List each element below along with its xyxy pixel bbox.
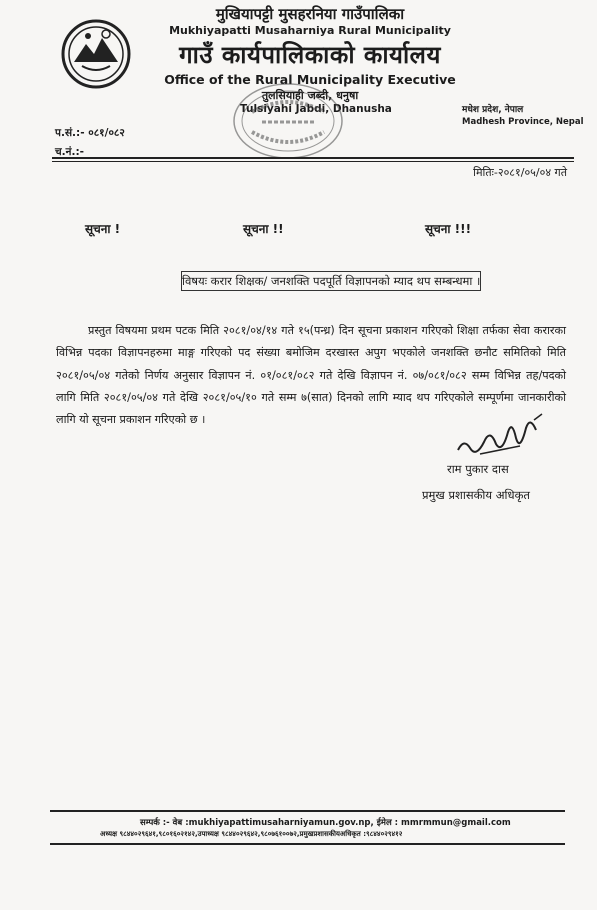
footer-contact: सम्पर्क :- वेब :mukhiyapattimusaharniyamun.gov.np, ईमेल : mmrmmun@gmail.com: [140, 818, 511, 828]
address-en: Tulsiyahi Jabdi, Dhanusha: [240, 103, 392, 115]
municipality-name-np: मुखियापट्टी मुसहरनिया गाउँपालिका: [215, 5, 405, 23]
notice-heading-2: सूचना !!: [243, 222, 284, 236]
office-title-np: गाउँ कार्यपालिकाको कार्यालय: [179, 41, 441, 69]
notice-heading-3: सूचना !!!: [425, 222, 472, 236]
signatory-name: राम पुकार दास: [447, 462, 509, 476]
header-divider: [52, 157, 574, 159]
body-paragraph: प्रस्तुत विषयमा प्रथम पटक मिति २०८१/०४/१४ गते १५(पन्ध्र) दिन सूचना प्रकाशन गरिएको शिक्षा तर्फका सेवा करारका विभिन्न पदका विज्ञापनहरुमा माङ्ग गरिएको पद संख्या बमोजिम दरखास्त अपुग भएकोले जनशक्ति छनौट समितिको मिति २०८१/०५/०४ गतेको निर्णय अनुसार विज्ञापन नं. ०१/०८१/०८२ गते देखि विज्ञापन नं. ०७/०८१/०८२ सम्म विभिन्न तह/पदको लागि मिति २०८१/०५/०४ गते देखि २०८१/०५/१० गते सम्म ७(सात) दिनको लागि म्याद थप गरिएकोले सम्पूर्णमा जानकारीको लागि यो सूचना प्रकाशन गरिएको छ ।: [56, 324, 566, 427]
nepal-emblem-icon: [60, 18, 132, 90]
office-stamp: [232, 82, 344, 160]
office-title-en: Office of the Rural Municipality Executive: [164, 72, 456, 87]
subject-line: विषयः करार शिक्षक/ जनशक्ति पदपूर्ति विज्ञापनको म्याद थप सम्बन्धमा ।: [181, 271, 481, 291]
municipality-name-en: Mukhiyapatti Musaharniya Rural Municipality: [169, 24, 451, 37]
letter-reference-number: प.सं.:- ०८१/०८२: [55, 127, 125, 139]
signatory-title: प्रमुख प्रशासकीय अधिकृत: [422, 488, 530, 502]
province-np: मधेश प्रदेश, नेपाल: [462, 105, 524, 115]
footer-phone-numbers: अध्यक्ष ९८४४०२९६४१,९८०१६०२१४२,उपाध्यक्ष ९८४४०२९६४२,९८०७६१००७२,प्रमुखप्रशासकीयअधिकृत :९८४४०२९४१२: [100, 830, 403, 838]
handwritten-signature: [450, 408, 550, 468]
dispatch-number: च.नं.:-: [55, 146, 85, 158]
footer-divider-top: [50, 810, 565, 812]
address-np: तुलसियाही जब्दी, धनुषा: [261, 89, 359, 102]
letter-date: मितिः-२०८१/०५/०४ गते: [473, 166, 567, 179]
header-divider-thin: [52, 161, 574, 162]
province-en: Madhesh Province, Nepal: [462, 117, 584, 127]
notice-heading-1: सूचना !: [85, 222, 121, 236]
footer-divider-bottom: [50, 843, 565, 845]
